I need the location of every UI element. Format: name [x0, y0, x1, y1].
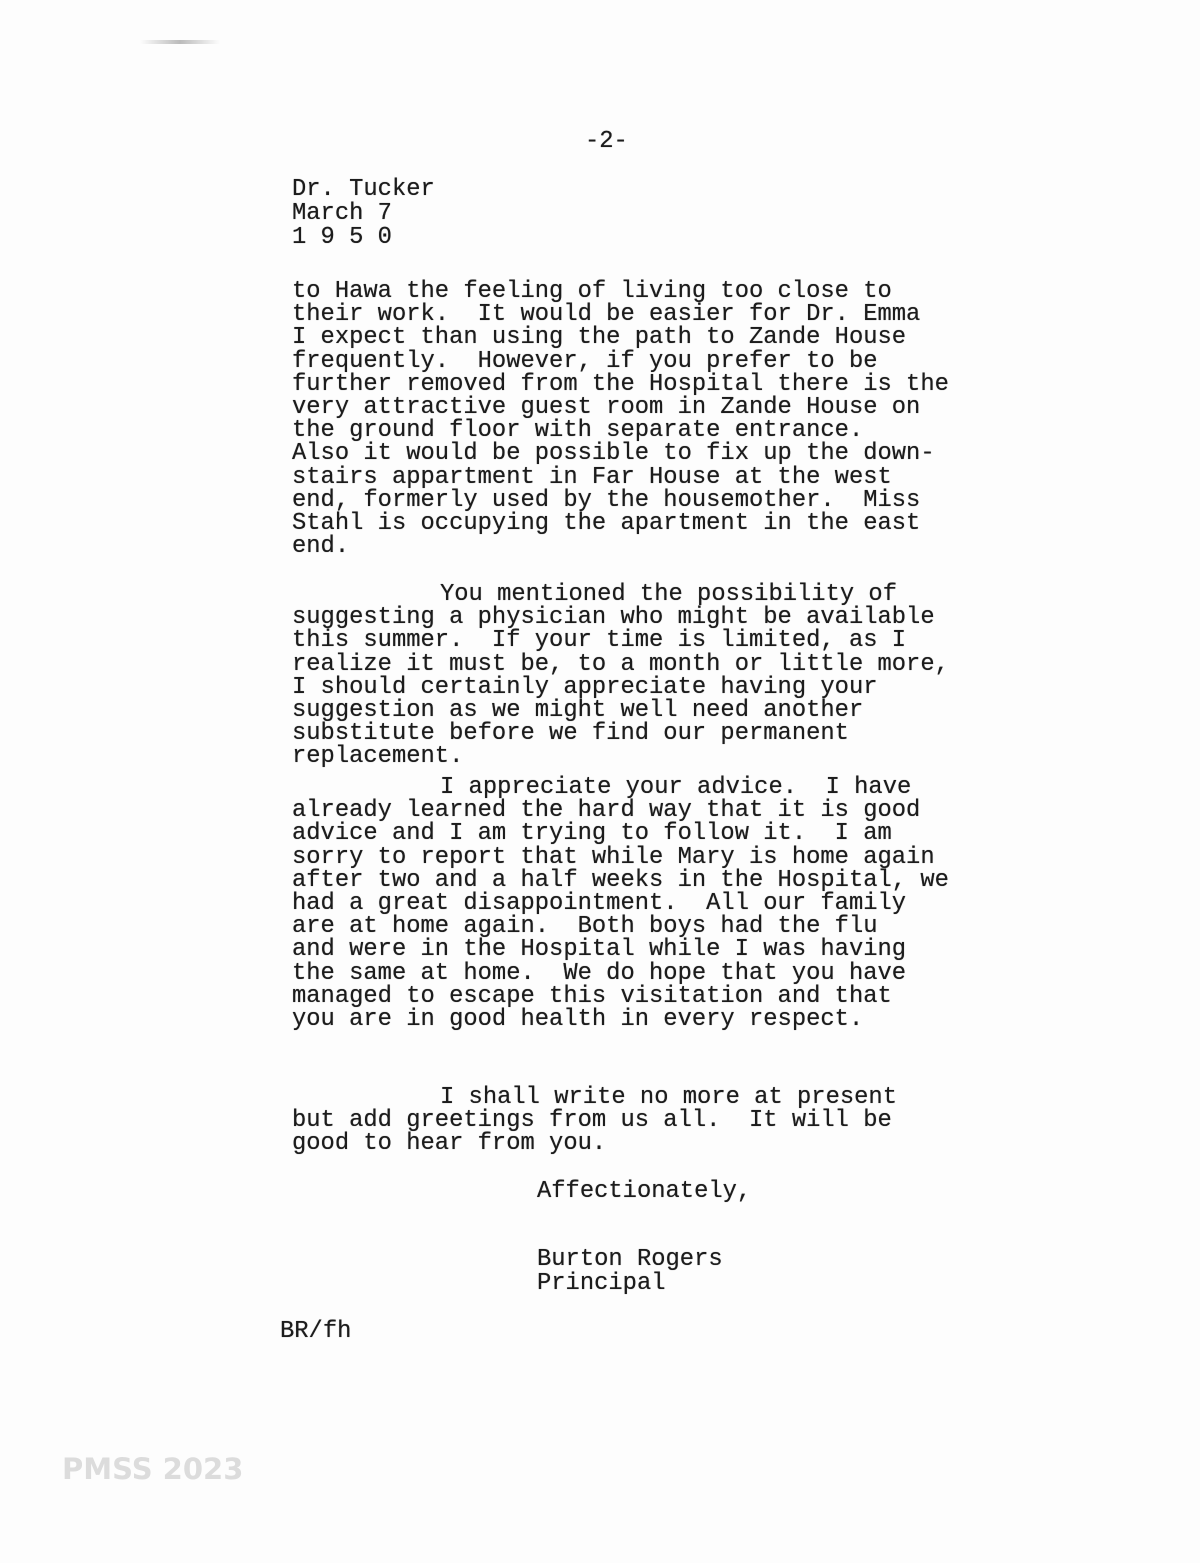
paragraph-3-line: I appreciate your advice. I have [440, 774, 912, 801]
scan-smudge [140, 40, 220, 44]
typist-initials: BR/fh [280, 1318, 352, 1345]
paragraph-1-line: very attractive guest room in Zande House on [292, 394, 921, 421]
paragraph-2-line: suggesting a physician who might be available [292, 604, 935, 632]
paragraph-2-line: realize it must be, to a month or little more, [292, 650, 949, 678]
closing: Affectionately, [537, 1178, 752, 1205]
paragraph-2-line: suggestion as we might well need another [292, 697, 864, 724]
paragraph-2-line: this summer. If your time is limited, as I [292, 627, 907, 655]
paragraph-3-line: sorry to report that while Mary is home again [292, 843, 935, 871]
paragraph-2-line: I should certainly appreciate having your [292, 673, 878, 701]
signature-name: Burton Rogers [537, 1246, 723, 1273]
watermark: PMSS 2023 [62, 1452, 244, 1486]
paragraph-2-line: You mentioned the possibility of [440, 581, 897, 608]
paragraph-1-line: their work. It would be easier for Dr. Emma [292, 301, 921, 329]
paragraph-2-line: replacement. [292, 743, 464, 771]
paragraph-3-line: managed to escape this visitation and that [292, 982, 892, 1010]
page-number: -2- [585, 128, 628, 155]
paragraph-3-line: already learned the hard way that it is good [292, 797, 921, 825]
paragraph-1-line: end, formerly used by the housemother. Miss [292, 486, 921, 514]
paragraph-1-line: end. [292, 533, 350, 561]
paragraph-3-line: had a great disappointment. All our family [292, 890, 907, 917]
paragraph-3-line: advice and I am trying to follow it. I am [292, 820, 892, 848]
paragraph-1-line: Also it would be possible to fix up the down- [292, 440, 935, 468]
letter-year: 1 9 5 0 [292, 224, 392, 251]
paragraph-4-line: but add greetings from us all. It will be [292, 1107, 892, 1135]
recipient: Dr. Tucker [292, 176, 435, 203]
paragraph-4-line: I shall write no more at present [440, 1084, 897, 1111]
paragraph-1-line: I expect than using the path to Zande House [292, 324, 907, 352]
paragraph-1-line: stairs appartment in Far House at the west [292, 463, 892, 491]
paragraph-3-line: are at home again. Both boys had the flu [292, 913, 878, 941]
letter-date: March 7 [292, 200, 392, 227]
paragraph-4-line: good to hear from you. [292, 1130, 607, 1158]
paragraph-2-line: substitute before we find our permanent [292, 720, 849, 748]
paragraph-3-line: you are in good health in every respect. [292, 1006, 864, 1033]
paragraph-1-line: the ground floor with separate entrance. [292, 417, 864, 445]
paragraph-3-line: the same at home. We do hope that you have [292, 959, 907, 987]
paragraph-1-line: Stahl is occupying the apartment in the east [292, 510, 921, 537]
paragraph-3-line: after two and a half weeks in the Hospital, we [292, 866, 949, 894]
paragraph-1-line: frequently. However, if you prefer to be [292, 347, 878, 375]
paragraph-3-line: and were in the Hospital while I was having [292, 936, 907, 964]
paragraph-1-line: to Hawa the feeling of living too close to [292, 278, 892, 305]
paragraph-1-line: further removed from the Hospital there is the [292, 370, 949, 398]
signature-title: Principal [537, 1270, 666, 1297]
